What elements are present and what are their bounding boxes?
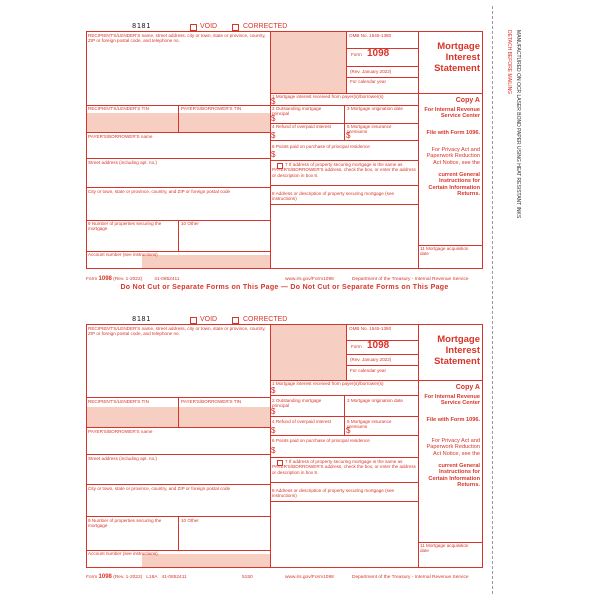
box4-label: 4 Refund of overpaid interest <box>272 124 331 129</box>
copy-a: Copy A <box>455 97 480 104</box>
box4-label: 4 Refund of overpaid interest <box>272 419 331 424</box>
form-code: 8181 <box>132 315 151 323</box>
lender-name-label: RECIPIENT'S/LENDER'S name, street address, city or town, state or province, country, ZIP or foreign postal code, and telephone no. <box>88 326 266 337</box>
box6-label: 6 Points paid on purchase of principal residence <box>272 438 370 443</box>
side-detach-text: DETACH BEFORE MAILING <box>506 30 512 95</box>
perforation-line <box>492 6 493 594</box>
form-number: 1098 <box>367 340 390 351</box>
form-footer: Form 1098 (Rev. 1-2022) 41-0852411 <box>86 276 180 282</box>
form-title: Mortgage Interest Statement <box>434 41 480 74</box>
corrected-label: CORRECTED <box>243 316 288 323</box>
omb-number: OMB No. 1545-1380 <box>349 326 392 331</box>
account-shaded-area <box>142 255 270 268</box>
box10-label: 10 Other <box>181 518 199 523</box>
file-with-text: File with Form 1096. <box>426 130 480 136</box>
lender-tin-label: RECIPIENT'S/LENDER'S TIN <box>88 106 149 111</box>
city-label: City or town, state or province, country, and ZIP or foreign postal code <box>88 486 231 491</box>
form-label: Form <box>351 344 362 349</box>
copy-a: Copy A <box>455 384 480 391</box>
cut-warning: Do Not Cut or Separate Forms on This Page — Do Not Cut or Separate Forms on This Page <box>120 284 449 291</box>
box3-label: 3 Mortgage origination date <box>347 106 403 111</box>
box9-label: 9 Number of properties securing the mortgage <box>88 518 162 529</box>
box2-label: 2 Outstanding mortgage principal <box>272 106 322 117</box>
form-code: 8181 <box>132 22 151 30</box>
for-irs-text: For Internal Revenue Service Center <box>424 107 480 120</box>
payer-name-label: PAYER'S/BORROWER'S name <box>88 134 153 139</box>
void-checkbox[interactable] <box>190 24 197 31</box>
omb-number: OMB No. 1545-1380 <box>349 33 392 38</box>
form-number: 1098 <box>367 48 390 59</box>
box1-label: 1 Mortgage interest received from payer(s)/borrower(s) <box>272 94 384 99</box>
corrected-checkbox[interactable] <box>232 317 239 324</box>
box7-label: 7 If address of property securing mortgage is the same as PAYER'S/BORROWER'S address, check the box, or enter the address or description in box 8. <box>272 162 416 178</box>
form-footer: Form 1098 (Rev. 1-2022) L18A 41-0852411 <box>86 574 187 580</box>
rev-date: (Rev. January 2022) <box>350 69 392 74</box>
omb-shaded-area <box>270 325 346 380</box>
box3-label: 3 Mortgage origination date <box>347 398 403 403</box>
side-manufactured-text: MANUFACTURED ON OCR LASER BOND PAPER USING HEAT RESISTANT INKS <box>515 30 521 219</box>
lender-tin-label: RECIPIENT'S/LENDER'S TIN <box>88 399 149 404</box>
void-label: VOID <box>200 23 218 30</box>
box2-label: 2 Outstanding mortgage principal <box>272 398 322 409</box>
box5-label: 5 Mortgage insurance premiums <box>347 419 392 430</box>
payer-tin-label: PAYER'S/BORROWER'S TIN <box>181 106 242 111</box>
city-label: City or town, state or province, country, and ZIP or foreign postal code <box>88 189 231 194</box>
box10-label: 10 Other <box>181 221 199 226</box>
street-label: Street address (including apt. no.) <box>88 160 157 165</box>
box11-label: 11 Mortgage acquisition date <box>420 246 469 257</box>
box11-label: 11 Mortgage acquisition date <box>420 543 469 554</box>
general-instructions-text: current General Instructions for Certain Information Returns. <box>428 463 480 489</box>
form-1098-bottom: 8181 VOID CORRECTED RECIPIENT'S/LENDER'S name, street address, city or town, state or province, country, ZIP or foreign postal code, and telephone no. OMB No. 1545-1380 Form 1098 (Rev. January 2022) For calendar year Mortgage Interest Statement 1 Mortgage interest received from payer(s)/borrower(s) $ Copy A For Internal Revenue Service Center File with Form 1096. For Privacy Act and Paperwork Reduction Act Notice, see the current General Instructions for Certain Information Returns. RECIPIENT'S/LENDER'S TIN PAYER'S/BORROWER'S TIN 2 Outstanding mortgage principal $ 3 Mortgage origination date 4 Refund of overpaid interest $ 5 Mortgage insurance premiums $ PAYER'S/BORROWER'S name 6 Points paid on purchase of principal residence $ Street address (including apt. no.) 7 If address of property securing mortgage is the same as PAYER'S/BORROWER'S address, check the box, or enter the address or description in box 8. City or town, state or province, country, and ZIP or foreign postal code 8 Address or description of property securing mortgage (see instructions) 9 Number of properties securing the mortgage 10 Other Account number (see instructions) 11 Mortgage acquisition date Form 1098 (Rev. 1-2022) L18A 41-0852411 5150 www.irs.gov/Form1098 Department of the Treasury - Internal Revenue Service <box>86 314 483 584</box>
void-label: VOID <box>200 316 218 323</box>
box5-label: 5 Mortgage insurance premiums <box>347 124 392 135</box>
lender-name-label: RECIPIENT'S/LENDER'S name, street address, city or town, state or province, country, ZIP or foreign postal code, and telephone no. <box>88 33 266 44</box>
payer-tin-label: PAYER'S/BORROWER'S TIN <box>181 399 242 404</box>
corrected-label: CORRECTED <box>243 23 288 30</box>
general-instructions-text: current General Instructions for Certain Information Returns. <box>428 172 480 198</box>
file-with-text: File with Form 1096. <box>426 417 480 423</box>
box1-label: 1 Mortgage interest received from payer(s)/borrower(s) <box>272 381 384 386</box>
account-label: Account number (see instructions) <box>88 252 158 257</box>
for-irs-text: For Internal Revenue Service Center <box>424 394 480 407</box>
privacy-text: For Privacy Act and Paperwork Reduction Act Notice, see the <box>426 147 480 166</box>
form-title: Mortgage Interest Statement <box>434 334 480 367</box>
omb-shaded-area <box>270 32 346 93</box>
rev-date: (Rev. January 2022) <box>350 357 392 362</box>
box7-label: 7 If address of property securing mortgage is the same as PAYER'S/BORROWER'S address, check the box, or enter the address or description in box 8. <box>272 459 416 475</box>
privacy-text: For Privacy Act and Paperwork Reduction Act Notice, see the <box>426 438 480 457</box>
calendar-year-label: For calendar year <box>350 79 387 84</box>
account-shaded-area <box>142 554 270 567</box>
corrected-checkbox[interactable] <box>232 24 239 31</box>
street-label: Street address (including apt. no.) <box>88 456 157 461</box>
box8-label: 8 Address or description of property securing mortgage (see instructions) <box>272 191 395 202</box>
calendar-year-label: For calendar year <box>350 368 387 373</box>
account-label: Account number (see instructions) <box>88 551 158 556</box>
void-checkbox[interactable] <box>190 317 197 324</box>
payer-name-label: PAYER'S/BORROWER'S name <box>88 429 153 434</box>
box9-label: 9 Number of properties securing the mortgage <box>88 221 162 232</box>
form-label: Form <box>351 52 362 57</box>
box6-label: 6 Points paid on purchase of principal residence <box>272 144 370 149</box>
box8-label: 8 Address or description of property securing mortgage (see instructions) <box>272 488 395 499</box>
form-1098-top: 8181 VOID CORRECTED RECIPIENT'S/LENDER'S name, street address, city or town, state or province, country, ZIP or foreign postal code, and telephone no. OMB No. 1545-1380 Form 1098 (Rev. January 2022) For calendar year Mortgage Interest Statement 1 Mortgage interest received from payer(s)/borrower(s) $ Copy A For Internal Revenue Service Center File with Form 1096. For Privacy Act and Paperwork Reduction Act Notice, see the current General Instructions for Certain Information Returns. RECIPIENT'S/LENDER'S TIN PAYER'S/BORROWER'S TIN 2 Outstanding mortgage principal $ 3 Mortgage origination date 4 Refund of overpaid interest $ 5 Mortgage insurance premiums $ PAYER'S/BORROWER'S name 6 Points paid on purchase of principal residence $ Street address (including apt. no.) 7 If address of property securing mortgage is the same as PAYER'S/BORROWER'S address, check the box, or enter the address or description in box 8. City or town, state or province, country, and ZIP or foreign postal code 8 Address or description of property securing mortgage (see instructions) 9 Number of properties securing the mortgage 10 Other Account number (see instructions) 11 Mortgage acquisition date Form 1098 (Rev. 1-2022) 41-0852411 www.irs.gov/Form1098 Department of the Treasury - Internal Revenue Service <box>86 21 483 283</box>
